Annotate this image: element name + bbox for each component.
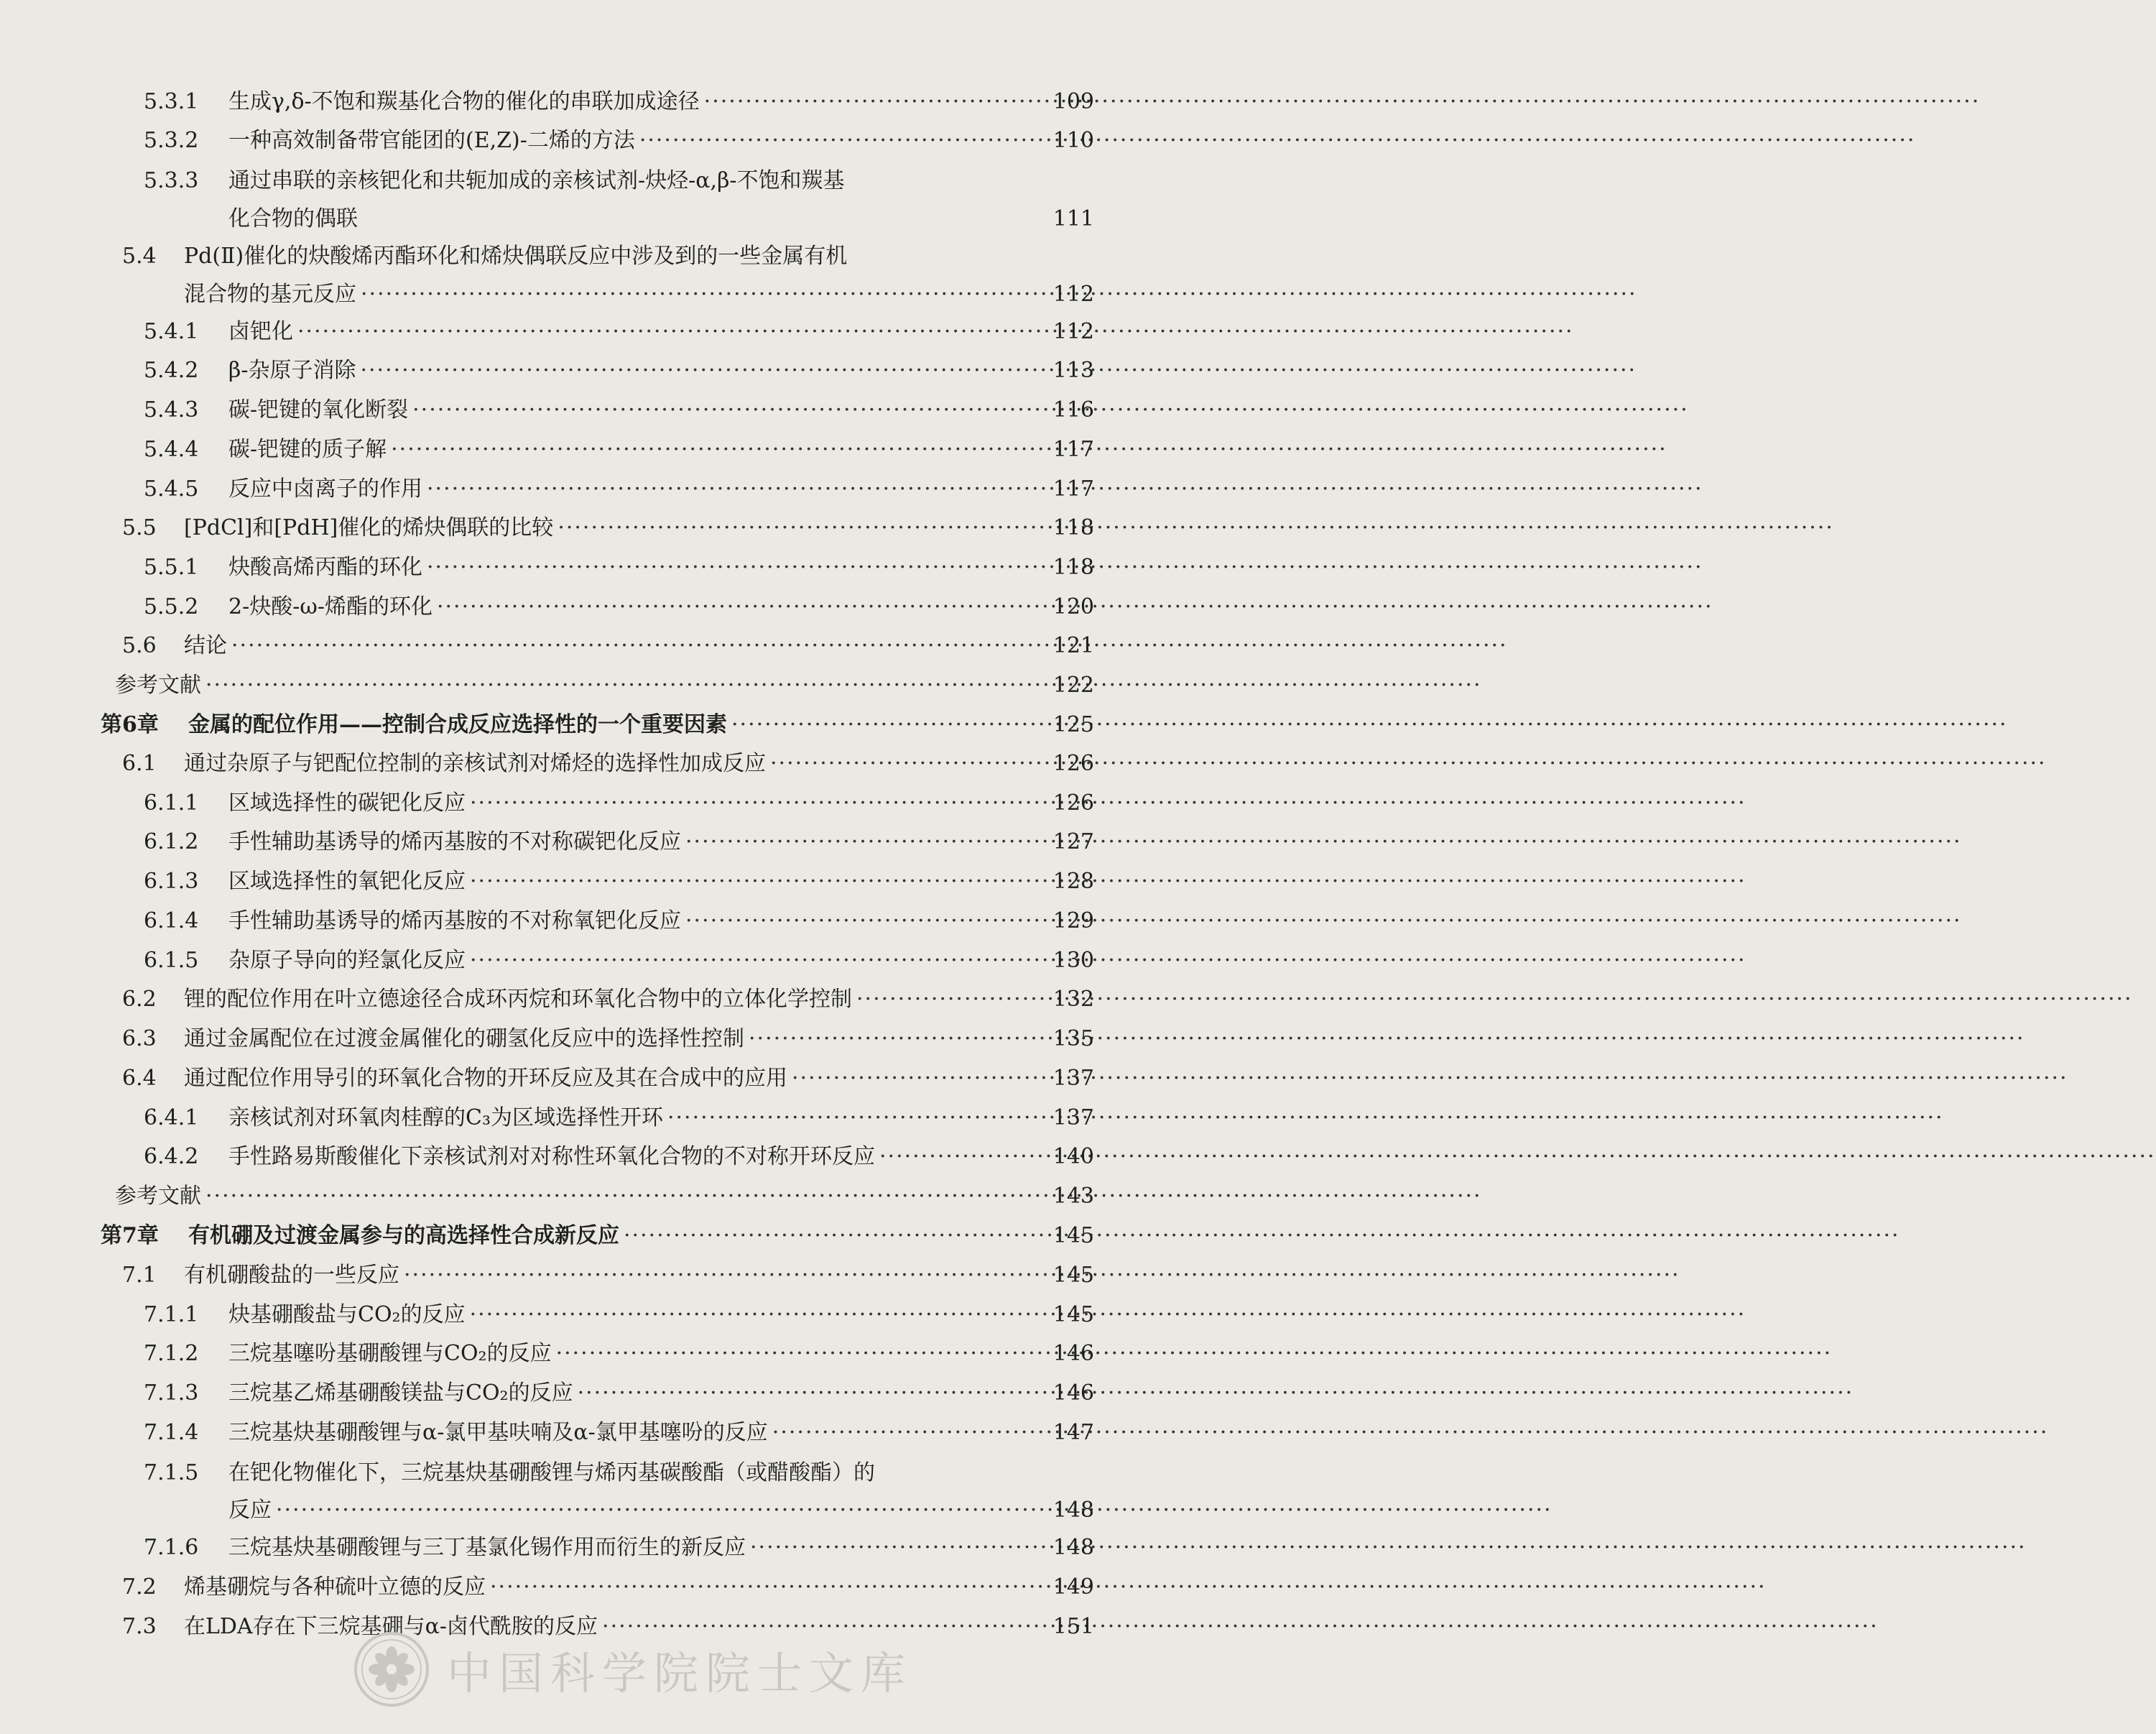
page-number: 148 xyxy=(1052,1535,1094,1560)
toc-entry xyxy=(144,1104,1094,1133)
section-title: 烯基硼烷与各种硫叶立德的反应 xyxy=(184,1574,486,1600)
page-number: 147 xyxy=(1052,1420,1094,1445)
toc-entry xyxy=(144,475,1094,504)
leader-dots xyxy=(276,1496,1049,1525)
toc-entry xyxy=(144,907,1094,936)
section-title: 参考文献 xyxy=(115,673,201,698)
section-number: 5.3.3 xyxy=(144,168,199,193)
page-number: 110 xyxy=(1052,128,1094,153)
toc-entry xyxy=(122,1064,1094,1093)
page-number: 145 xyxy=(1052,1223,1094,1248)
toc-chapter xyxy=(101,1222,1094,1250)
toc-entry xyxy=(144,1379,1094,1408)
series-name: 中国科学院院士文库 xyxy=(447,1646,913,1700)
section-number: 7.1 xyxy=(122,1263,157,1288)
toc-references xyxy=(115,671,1094,700)
toc-chapter xyxy=(101,711,1094,739)
section-number: 7.1.6 xyxy=(144,1535,199,1560)
toc-entry xyxy=(144,88,1094,116)
toc-entry-continuation xyxy=(228,1496,1094,1525)
page-number: 120 xyxy=(1052,594,1094,619)
section-title: 生成γ,δ-不饱和羰基化合物的催化的串联加成途径 xyxy=(228,89,700,114)
leader-dots xyxy=(772,1419,1049,1447)
leader-dots xyxy=(685,907,1049,936)
leader-dots xyxy=(360,356,1048,385)
leader-dots xyxy=(470,867,1049,896)
leader-dots xyxy=(704,88,1049,116)
section-title: 碳-钯键的质子解 xyxy=(228,437,387,462)
toc-entry xyxy=(122,514,1094,543)
page-number: 117 xyxy=(1052,476,1094,502)
section-title: 一种高效制备带官能团的(E,Z)-二烯的方法 xyxy=(228,128,635,153)
section-title: 区域选择性的氧钯化反应 xyxy=(228,869,466,894)
page-number: 135 xyxy=(1052,1026,1094,1051)
section-title: 结论 xyxy=(184,633,227,658)
section-title: Pd(Ⅱ)催化的炔酸烯丙酯环化和烯炔偶联反应中涉及到的一些金属有机 xyxy=(184,244,848,269)
leader-dots xyxy=(557,514,1048,543)
section-title: 三烷基乙烯基硼酸镁盐与CO₂的反应 xyxy=(228,1380,573,1406)
section-title: 通过配位作用导引的环氧化合物的开环反应及其在合成中的应用 xyxy=(184,1066,787,1091)
page-number: 112 xyxy=(1052,319,1094,344)
page-number: 126 xyxy=(1052,751,1094,776)
toc-entry xyxy=(144,828,1094,857)
section-number: 6.1.2 xyxy=(144,829,199,854)
series-footer xyxy=(352,1630,912,1709)
section-title: 有机硼酸盐的一些反应 xyxy=(184,1263,399,1288)
leader-dots xyxy=(578,1379,1049,1408)
section-title: 有机硼及过渡金属参与的高选择性合成新反应 xyxy=(188,1223,619,1248)
leader-dots xyxy=(470,1301,1049,1329)
section-title: 三烷基炔基硼酸锂与α-氯甲基呋喃及α-氯甲基噻吩的反应 xyxy=(228,1420,768,1445)
page-number: 143 xyxy=(1052,1184,1094,1209)
leader-dots xyxy=(205,1182,1049,1211)
leader-dots xyxy=(470,946,1049,975)
section-title: 杂原子导向的羟氯化反应 xyxy=(228,948,466,973)
section-number: 7.1.1 xyxy=(144,1302,199,1327)
cas-emblem-icon xyxy=(352,1630,431,1709)
section-title: 锂的配位作用在叶立德途径合成环丙烷和环氧化合物中的立体化学控制 xyxy=(184,987,852,1012)
leader-dots xyxy=(667,1104,1049,1133)
page-number: 137 xyxy=(1052,1066,1094,1091)
page-number: 128 xyxy=(1052,869,1094,894)
toc-entry xyxy=(122,750,1094,778)
section-number: 6.4.1 xyxy=(144,1105,199,1130)
section-title: 亲核试剂对环氧肉桂醇的C₃为区域选择性开环 xyxy=(228,1105,663,1130)
page-number: 116 xyxy=(1052,397,1094,423)
leader-dots xyxy=(297,318,1049,346)
toc-entry xyxy=(122,632,1094,660)
toc-entry xyxy=(144,593,1094,622)
leader-dots xyxy=(792,1064,1049,1093)
section-title: 三烷基噻吩基硼酸锂与CO₂的反应 xyxy=(228,1341,552,1366)
page-number: 149 xyxy=(1052,1574,1094,1600)
section-number: 7.2 xyxy=(122,1574,157,1600)
section-title: 通过串联的亲核钯化和共轭加成的亲核试剂-炔烃-α,β-不饱和羰基 xyxy=(228,168,845,193)
section-title: 手性路易斯酸催化下亲核试剂对对称性环氧化合物的不对称开环反应 xyxy=(228,1144,875,1169)
page-number: 109 xyxy=(1052,89,1094,114)
section-title: 炔酸高烯丙酯的环化 xyxy=(228,555,422,580)
section-number: 5.3.1 xyxy=(144,89,199,114)
toc-entry xyxy=(144,553,1094,582)
leader-dots xyxy=(731,711,1049,739)
page-number: 148 xyxy=(1052,1498,1094,1523)
toc-entry xyxy=(144,396,1094,425)
leader-dots xyxy=(231,632,1049,660)
section-number: 6.1.1 xyxy=(144,790,199,816)
page-number: 111 xyxy=(1052,206,1094,231)
section-number: 5.6 xyxy=(122,633,157,658)
leader-dots xyxy=(361,280,1049,309)
section-title: 区域选择性的碳钯化反应 xyxy=(228,790,466,816)
toc-entry xyxy=(144,435,1094,464)
toc-entry xyxy=(144,167,1094,195)
section-number: 6.1.5 xyxy=(144,948,199,973)
section-number: 5.4.2 xyxy=(144,358,199,383)
section-title: β-杂原子消除 xyxy=(228,358,356,383)
section-number: 5.4.1 xyxy=(144,319,199,344)
section-number: 6.2 xyxy=(122,987,157,1012)
section-title: 卤钯化 xyxy=(228,319,293,344)
section-title: 金属的配位作用——控制合成反应选择性的一个重要因素 xyxy=(188,712,727,737)
toc-entry xyxy=(122,1261,1094,1290)
toc-entry xyxy=(144,1339,1094,1368)
leader-dots xyxy=(556,1339,1049,1368)
section-title: 通过金属配位在过渡金属催化的硼氢化反应中的选择性控制 xyxy=(184,1026,744,1051)
section-number: 7.1.3 xyxy=(144,1380,199,1406)
section-number: 6.4.2 xyxy=(144,1144,199,1169)
toc-entry-continuation xyxy=(228,205,1094,234)
leader-dots xyxy=(437,593,1049,622)
page-number: 151 xyxy=(1052,1614,1094,1639)
page-number: 113 xyxy=(1052,358,1094,383)
section-number: 7.1.2 xyxy=(144,1341,199,1366)
toc-entry-continuation xyxy=(184,280,1094,309)
section-title: 在钯化物催化下，三烷基炔基硼酸锂与烯丙基碳酸酯（或醋酸酯）的 xyxy=(228,1460,875,1485)
page-number: 118 xyxy=(1052,555,1094,580)
leader-dots xyxy=(490,1573,1049,1602)
section-number: 5.4.3 xyxy=(144,397,199,423)
section-number: 5.5 xyxy=(122,515,157,540)
toc-entry xyxy=(122,242,1094,271)
toc-references xyxy=(115,1182,1094,1211)
leader-dots xyxy=(750,1534,1049,1562)
leader-dots xyxy=(391,435,1049,464)
section-number: 6.1.4 xyxy=(144,908,199,933)
toc-entry xyxy=(144,1459,1094,1488)
toc-entry xyxy=(144,867,1094,896)
toc-entry xyxy=(122,1573,1094,1602)
leader-dots xyxy=(639,126,1049,155)
leader-dots xyxy=(412,396,1049,425)
toc-entry xyxy=(144,1534,1094,1562)
section-number: 5.4.4 xyxy=(144,437,199,462)
section-title: 反应中卤离子的作用 xyxy=(228,476,422,502)
section-number: 第6章 xyxy=(101,712,159,737)
section-number: 第7章 xyxy=(101,1223,159,1248)
section-number: 6.3 xyxy=(122,1026,157,1051)
page-number: 145 xyxy=(1052,1263,1094,1288)
toc-entry xyxy=(144,318,1094,346)
page-number: 137 xyxy=(1052,1105,1094,1130)
section-title: 参考文献 xyxy=(115,1184,201,1209)
section-number: 5.4.5 xyxy=(144,476,199,502)
leader-dots xyxy=(624,1222,1049,1250)
section-title: 碳-钯键的氧化断裂 xyxy=(228,397,409,423)
section-number: 5.4 xyxy=(122,244,157,269)
toc-entry xyxy=(144,789,1094,818)
section-number: 5.5.1 xyxy=(144,555,199,580)
section-title: [PdCl]和[PdH]催化的烯炔偶联的比较 xyxy=(184,515,554,540)
leader-dots xyxy=(205,671,1049,700)
page-number: 127 xyxy=(1052,829,1094,854)
leader-dots xyxy=(879,1143,1049,1171)
page-number: 132 xyxy=(1052,987,1094,1012)
page-number: 118 xyxy=(1052,515,1094,540)
page-number: 125 xyxy=(1052,712,1094,737)
section-title: 手性辅助基诱导的烯丙基胺的不对称氧钯化反应 xyxy=(228,908,681,933)
page-number: 122 xyxy=(1052,673,1094,698)
leader-dots xyxy=(427,553,1049,582)
leader-dots xyxy=(427,475,1049,504)
section-title: 三烷基炔基硼酸锂与三丁基氯化锡作用而衍生的新反应 xyxy=(228,1535,746,1560)
page-number: 121 xyxy=(1052,633,1094,658)
toc-entry xyxy=(144,1419,1094,1447)
section-title: 在LDA存在下三烷基硼与α-卤代酰胺的反应 xyxy=(184,1614,598,1639)
leader-dots xyxy=(770,750,1049,778)
page-number: 129 xyxy=(1052,908,1094,933)
section-title: 炔基硼酸盐与CO₂的反应 xyxy=(228,1302,466,1327)
section-number: 5.5.2 xyxy=(144,594,199,619)
toc-entry xyxy=(122,1025,1094,1053)
toc-entry xyxy=(144,1301,1094,1329)
leader-dots xyxy=(749,1025,1049,1053)
page-number: 130 xyxy=(1052,948,1094,973)
section-number: 6.1 xyxy=(122,751,157,776)
section-number: 5.3.2 xyxy=(144,128,199,153)
leader-dots xyxy=(856,985,1049,1014)
section-number: 7.1.4 xyxy=(144,1420,199,1445)
page-number: 145 xyxy=(1052,1302,1094,1327)
page-number: 146 xyxy=(1052,1341,1094,1366)
toc-entry xyxy=(144,126,1094,155)
section-number: 6.1.3 xyxy=(144,869,199,894)
page-number: 126 xyxy=(1052,790,1094,816)
section-number: 7.3 xyxy=(122,1614,157,1639)
toc-entry xyxy=(122,985,1094,1014)
section-title-continued: 混合物的基元反应 xyxy=(184,282,356,307)
toc-entry xyxy=(144,356,1094,385)
page-number: 117 xyxy=(1052,437,1094,462)
leader-dots xyxy=(685,828,1049,857)
section-number: 6.4 xyxy=(122,1066,157,1091)
toc-entry xyxy=(144,946,1094,975)
section-title-continued: 化合物的偶联 xyxy=(228,206,358,231)
toc-entry xyxy=(144,1143,1094,1171)
page-number: 112 xyxy=(1052,282,1094,307)
section-title: 手性辅助基诱导的烯丙基胺的不对称碳钯化反应 xyxy=(228,829,681,854)
section-title: 通过杂原子与钯配位控制的亲核试剂对烯烃的选择性加成反应 xyxy=(184,751,766,776)
section-number: 7.1.5 xyxy=(144,1460,199,1485)
page-number: 146 xyxy=(1052,1380,1094,1406)
section-title-continued: 反应 xyxy=(228,1498,272,1523)
leader-dots xyxy=(470,789,1049,818)
page-number: 140 xyxy=(1052,1144,1094,1169)
section-title: 2-炔酸-ω-烯酯的环化 xyxy=(228,594,432,619)
leader-dots xyxy=(404,1261,1049,1290)
